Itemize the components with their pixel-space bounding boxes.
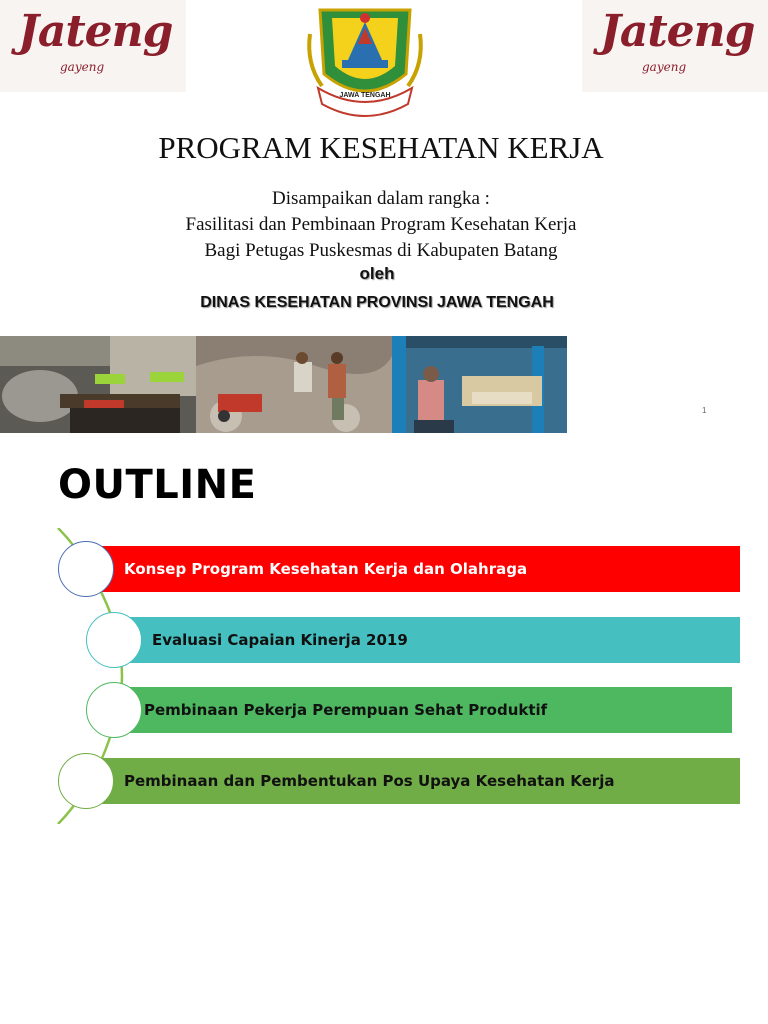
- crest-label: JAWA TENGAH: [339, 92, 391, 99]
- outline-item: [118, 617, 740, 663]
- photo-workshop: [0, 336, 196, 433]
- outline-title: OUTLINE: [58, 462, 257, 508]
- outline-item-label: Konsep Program Kesehatan Kerja dan Olahraga: [124, 560, 528, 578]
- outline-item: [90, 546, 740, 592]
- photo-factory: [392, 336, 567, 433]
- jawa-tengah-crest: [302, 4, 428, 128]
- outline-item-marker: [86, 612, 142, 668]
- outline-item-label: Pembinaan Pekerja Perempuan Sehat Produktif: [144, 701, 548, 719]
- jateng-logo-right: [582, 0, 768, 92]
- outline-item-label: Evaluasi Capaian Kinerja 2019: [152, 631, 408, 649]
- outline-item-marker: [58, 541, 114, 597]
- outline-item: [118, 687, 732, 733]
- outline-item-label: Pembinaan dan Pembentukan Pos Upaya Kesehatan Kerja: [124, 772, 615, 790]
- outline-item-marker: [58, 753, 114, 809]
- logo-text: Jateng: [18, 6, 173, 57]
- presenter-name: DINAS KESEHATAN PROVINSI JAWA TENGAH: [200, 294, 554, 311]
- outline-item: [90, 758, 740, 804]
- subtitle-line: Fasilitasi dan Pembinaan Program Kesehatan Kerja: [185, 214, 577, 235]
- logo-text: Jateng: [600, 6, 755, 57]
- slide-title: PROGRAM KESEHATAN KERJA: [158, 130, 604, 165]
- page-number: 1: [702, 406, 707, 415]
- subtitle-line: Disampaikan dalam rangka :: [272, 188, 490, 209]
- photo-stone-workers: [196, 336, 392, 433]
- outline-item-marker: [86, 682, 142, 738]
- subtitle-line: Bagi Petugas Puskesmas di Kabupaten Batang: [204, 240, 558, 261]
- logo-subtext: gayeng: [60, 60, 105, 74]
- jateng-logo-left: [0, 0, 186, 92]
- oleh-label: oleh: [359, 264, 395, 283]
- logo-subtext: gayeng: [642, 60, 687, 74]
